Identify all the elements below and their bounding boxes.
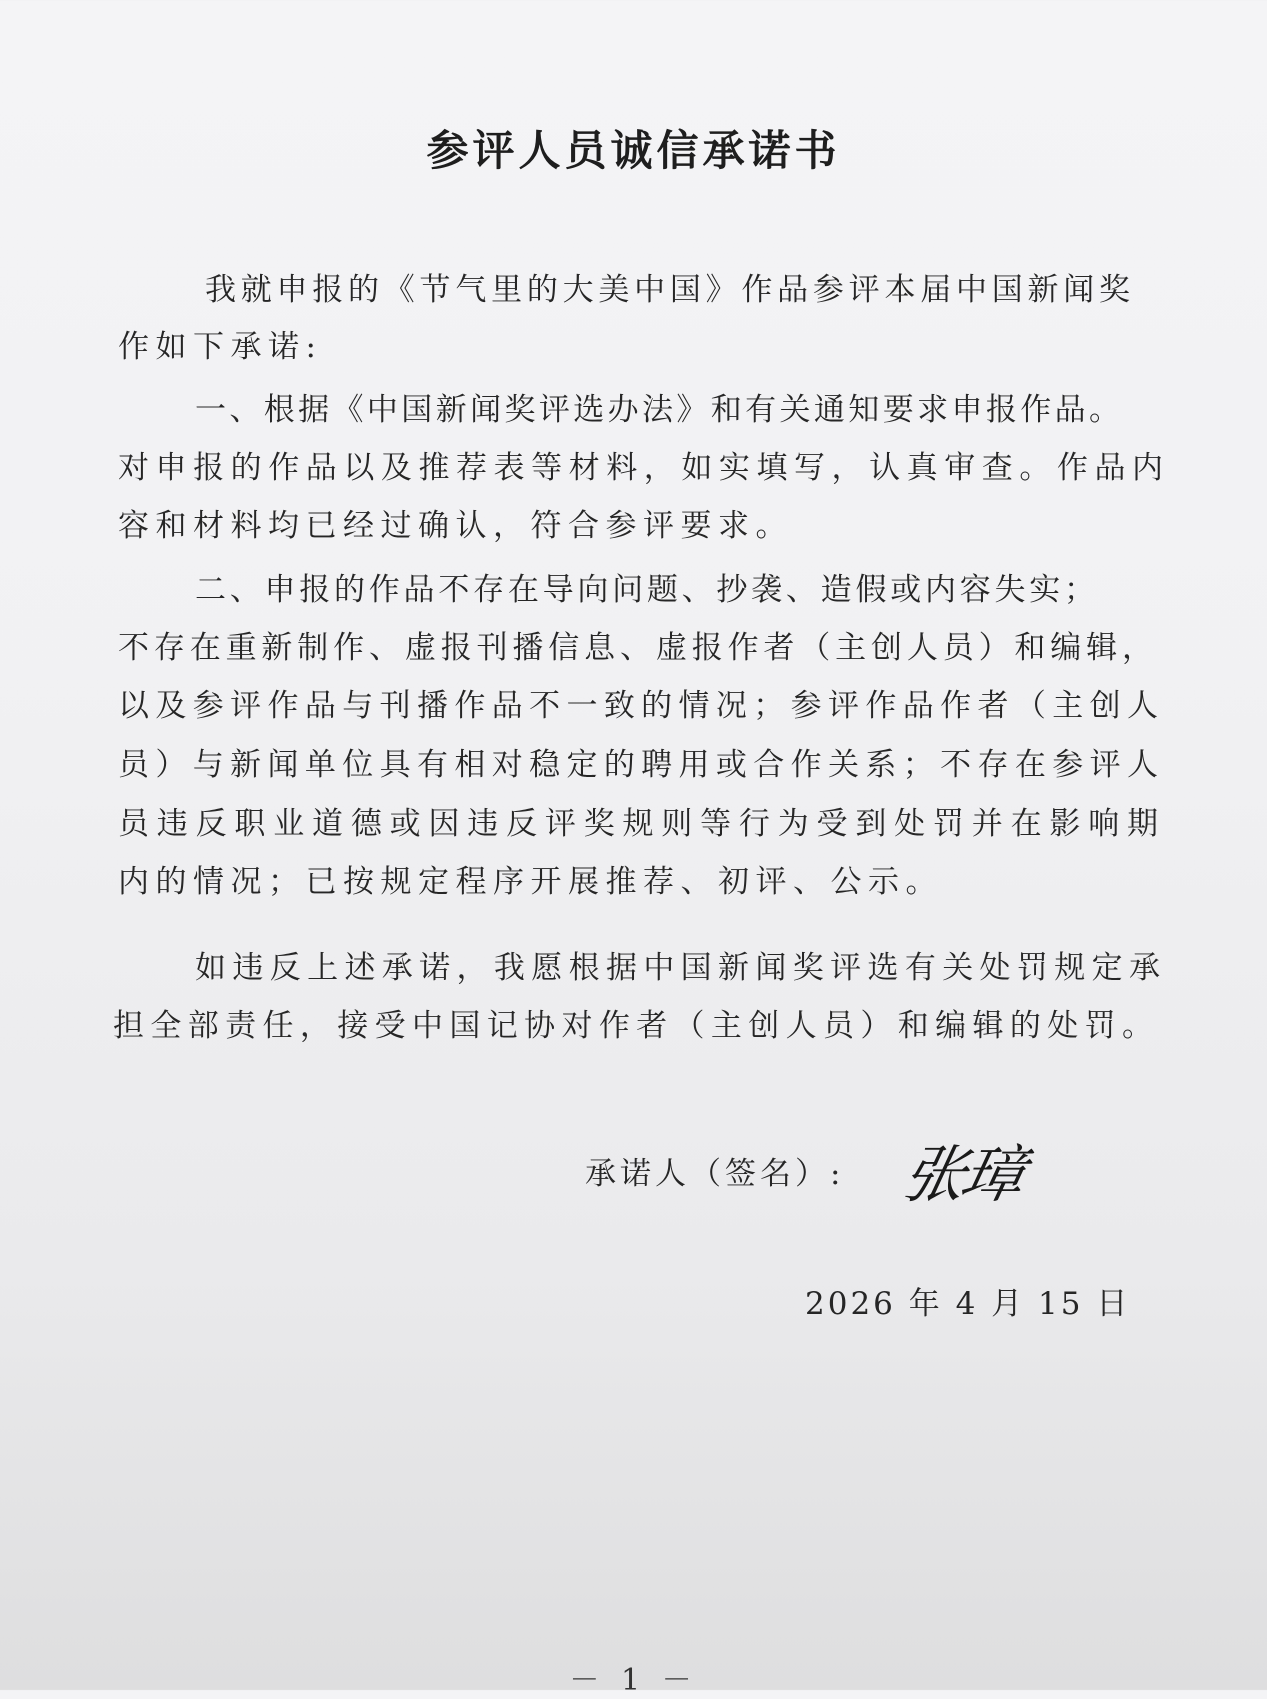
handwritten-signature: 张璋 [896, 1138, 1028, 1211]
body-line: 对申报的作品以及推荐表等材料，如实填写，认真审查。作品内 [118, 450, 1163, 486]
document-title: 参评人员诚信承诺书 [426, 126, 841, 175]
body-line: 容和材料均已经过确认，符合参评要求。 [118, 508, 793, 544]
body-line: 如违反上述承诺，我愿根据中国新闻奖评选有关处罚规定承 [195, 950, 1160, 986]
body-line: 一、根据《中国新闻奖评选办法》和有关通知要求申报作品。 [195, 392, 1120, 428]
page-number: － 1 － [569, 1663, 698, 1698]
body-line: 内的情况；已按规定程序开展推荐、初评、公示。 [118, 864, 943, 900]
signature-label: 承诺人（签名）: [585, 1156, 845, 1192]
date: 2026 年 4 月 15 日 [805, 1286, 1131, 1322]
body-line: 以及参评作品与刊播作品不一致的情况；参评作品作者（主创人 [118, 688, 1158, 724]
body-line: 作如下承诺: [118, 329, 323, 365]
body-line: 员违反职业道德或因违反评奖规则等行为受到处罚并在影响期 [118, 806, 1158, 842]
body-line: 我就申报的《节气里的大美中国》作品参评本届中国新闻奖 [205, 272, 1130, 308]
body-line: 担全部责任，接受中国记协对作者（主创人员）和编辑的处罚。 [113, 1008, 1153, 1044]
body-line: 员）与新闻单位具有相对稳定的聘用或合作关系；不存在参评人 [118, 747, 1158, 783]
body-line: 二、申报的作品不存在导向问题、抄袭、造假或内容失实； [195, 572, 1095, 608]
body-line: 不存在重新制作、虚报刊播信息、虚报作者（主创人员）和编辑， [118, 630, 1153, 666]
